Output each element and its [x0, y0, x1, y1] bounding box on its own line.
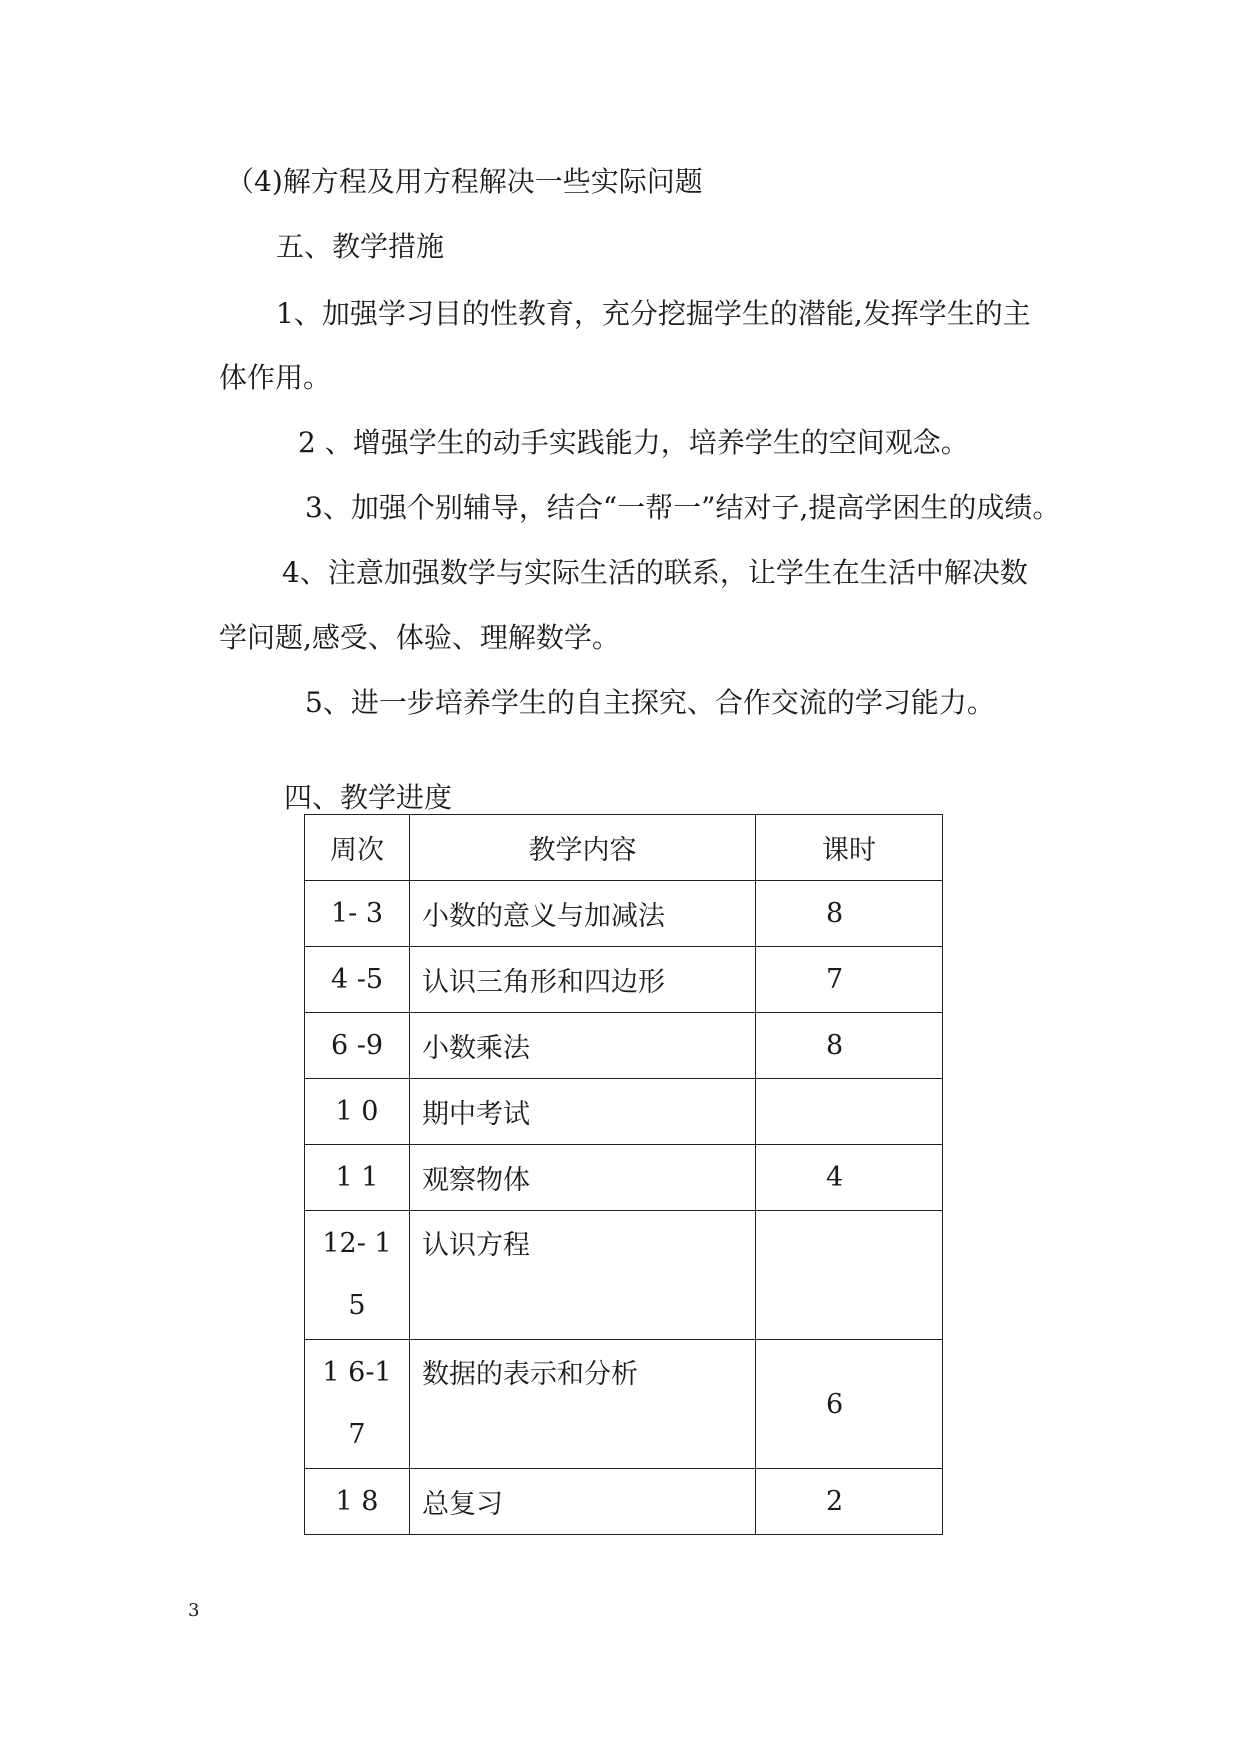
table-row — [305, 1469, 943, 1535]
row-hours: 6 — [826, 1388, 844, 1420]
row-content: 小数的意义与加减法 — [410, 881, 756, 947]
measure-4-line-2: 学问题,感受、体验、理解数学。 — [219, 621, 620, 654]
row-week: 1 6-1 7 — [305, 1340, 410, 1469]
header-content: 教学内容 — [410, 815, 756, 881]
row-week: 1- 3 — [305, 881, 410, 947]
row-content: 总复习 — [410, 1469, 756, 1535]
heading-teaching-schedule: 四、教学进度 — [284, 781, 453, 814]
row-hours-cell — [756, 947, 943, 1013]
table-row — [305, 1340, 943, 1469]
row-hours-cell — [756, 1469, 943, 1535]
heading-teaching-measures: 五、教学措施 — [276, 230, 445, 263]
row-content: 认识方程 — [410, 1211, 756, 1340]
table-row — [305, 947, 943, 1013]
measure-4-line-1: 4、注意加强数学与实际生活的联系，让学生在生活中解决数 — [282, 556, 1028, 589]
header-week: 周次 — [305, 815, 410, 881]
table-row — [305, 1145, 943, 1211]
row-week: 12- 1 5 — [305, 1211, 410, 1340]
row-hours-cell — [756, 881, 943, 947]
paragraph-equations: （4)解方程及用方程解决一些实际问题 — [226, 165, 703, 198]
row-content: 小数乘法 — [410, 1013, 756, 1079]
table-header-row — [305, 815, 943, 881]
row-week: 1 0 — [305, 1079, 410, 1145]
row-hours: 2 — [826, 1486, 844, 1517]
page-number: 3 — [188, 1600, 200, 1621]
table-row — [305, 1079, 943, 1145]
row-content: 认识三角形和四边形 — [410, 947, 756, 1013]
measure-5: 5、进一步培养学生的自主探究、合作交流的学习能力。 — [305, 686, 995, 719]
measure-1-line-1: 1、加强学习目的性教育，充分挖掘学生的潜能,发挥学生的主 — [276, 297, 1031, 330]
table-row — [305, 881, 943, 947]
row-content: 数据的表示和分析 — [410, 1340, 756, 1469]
header-hours: 课时 — [756, 815, 943, 881]
row-week: 1 1 — [305, 1145, 410, 1211]
row-hours-cell — [756, 1013, 943, 1079]
row-hours-cell — [756, 1079, 943, 1145]
row-content: 观察物体 — [410, 1145, 756, 1211]
row-hours: 4 — [826, 1162, 844, 1193]
row-hours: 8 — [826, 1030, 844, 1061]
measure-2: 2 、增强学生的动手实践能力，培养学生的空间观念。 — [298, 426, 969, 459]
row-week: 1 8 — [305, 1469, 410, 1535]
measure-1-line-2: 体作用。 — [219, 361, 332, 394]
row-hours-cell — [756, 1145, 943, 1211]
row-week: 6 -9 — [305, 1013, 410, 1079]
row-hours: 8 — [826, 898, 844, 929]
measure-3: 3、加强个别辅导，结合“一帮一”结对子,提高学困生的成绩。 — [305, 491, 1061, 524]
table-row — [305, 1211, 943, 1340]
row-content: 期中考试 — [410, 1079, 756, 1145]
table-row — [305, 1013, 943, 1079]
row-hours: 7 — [826, 964, 844, 995]
row-hours-cell — [756, 1340, 943, 1469]
row-hours-cell — [756, 1211, 943, 1340]
row-week: 4 -5 — [305, 947, 410, 1013]
schedule-table — [304, 814, 943, 1535]
